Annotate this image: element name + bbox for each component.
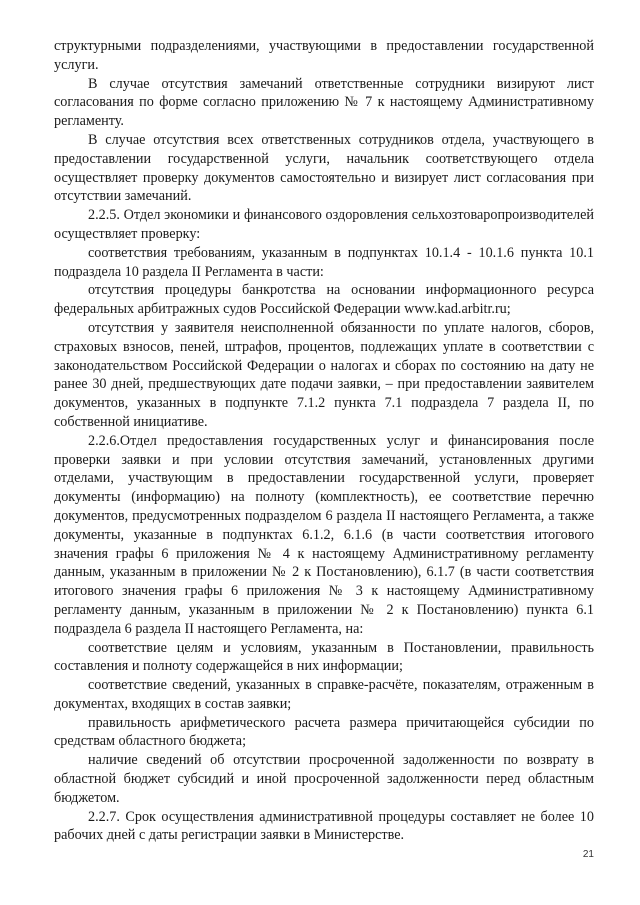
document-body (54, 37, 594, 845)
paragraph: наличие сведений об отсутствии просроченной задолженности по возврату в областной бюджет субсидий и иной просроченной задолженности перед областным бюджетом. (54, 752, 594, 806)
paragraph: соответствие сведений, указанных в справке-расчёте, показателям, отраженным в документах, входящих в состав заявки; (54, 677, 594, 712)
paragraph: соответствие целям и условиям, указанным в Постановлении, правильность составления и полноту содержащейся в них информации; (54, 639, 594, 675)
paragraph: соответствия требованиям, указанным в подпунктах 10.1.4 - 10.1.6 пункта 10.1 подраздела 10 раздела II Регламента в части: (54, 244, 594, 280)
paragraph: В случае отсутствия замечаний ответственные сотрудники визируют лист согласования по форме согласно приложению № 7 к настоящему Административному регламенту. (54, 75, 594, 130)
paragraph: отсутствия процедуры банкротства на основании информационного ресурса федеральных арбитражных судов Российской Федерации www.kad.arbitr.ru; (54, 282, 594, 318)
paragraph: В случае отсутствия всех ответственных сотрудников отдела, участвующего в предоставлении государственной услуги, начальник соответствующего отдела осуществляет проверку документов самостоятельно и визирует лист согласования при отсутствии замечаний. (54, 131, 594, 205)
paragraph: отсутствия у заявителя неисполненной обязанности по уплате налогов, сборов, страховых взносов, пеней, штрафов, процентов, подлежащих уплате в соответствии с законодательством Российской Федерации о налогах и сборах по состоянию на дату не ранее 30 дней, предшествующих дате подачи заявки, – при предоставлении заявителем документов, указанных в подпункте 7.1.2 пункта 7.1 подраздела 7 раздела II, по собственной инициативе. (54, 319, 594, 430)
paragraph: 2.2.6.Отдел предоставления государственных услуг и финансирования после проверки заявки и при условии отсутствия замечаний, установленных другими отделами, участвующим в предоставлении государственной услуги, проверяет документы (информацию) на полноту (комплектность), ее соответствие перечню документов, предусмотренных подразделом 6 раздела II настоящего Регламента, а также документы, указанные в подпунктах 6.1.2, 6.1.6 (в части соответствия итогового значения графы 6 приложения № 4 к настоящему Административному регламенту данным, указанным в приложении № 2 к Постановлению), 6.1.7 (в части соответствия итогового значения графы 6 приложения № 3 к настоящему Административному регламенту данным, указанным в приложении № 2 к Постановлению) пункта 6.1 подраздела 6 раздела II настоящего Регламента, на: (54, 432, 594, 637)
page-number: 21 (582, 849, 594, 860)
paragraph: правильность арифметического расчета размера причитающейся субсидии по средствам областного бюджета; (54, 714, 594, 750)
paragraph: структурными подразделениями, участвующими в предоставлении государственной услуги. (54, 38, 594, 73)
paragraph: 2.2.5. Отдел экономики и финансового оздоровления сельхозтоваропроизводителей осуществляет проверку: (54, 207, 594, 242)
paragraph: 2.2.7. Срок осуществления административной процедуры составляет не более 10 рабочих дней с даты регистрации заявки в Министерстве. (54, 808, 594, 844)
